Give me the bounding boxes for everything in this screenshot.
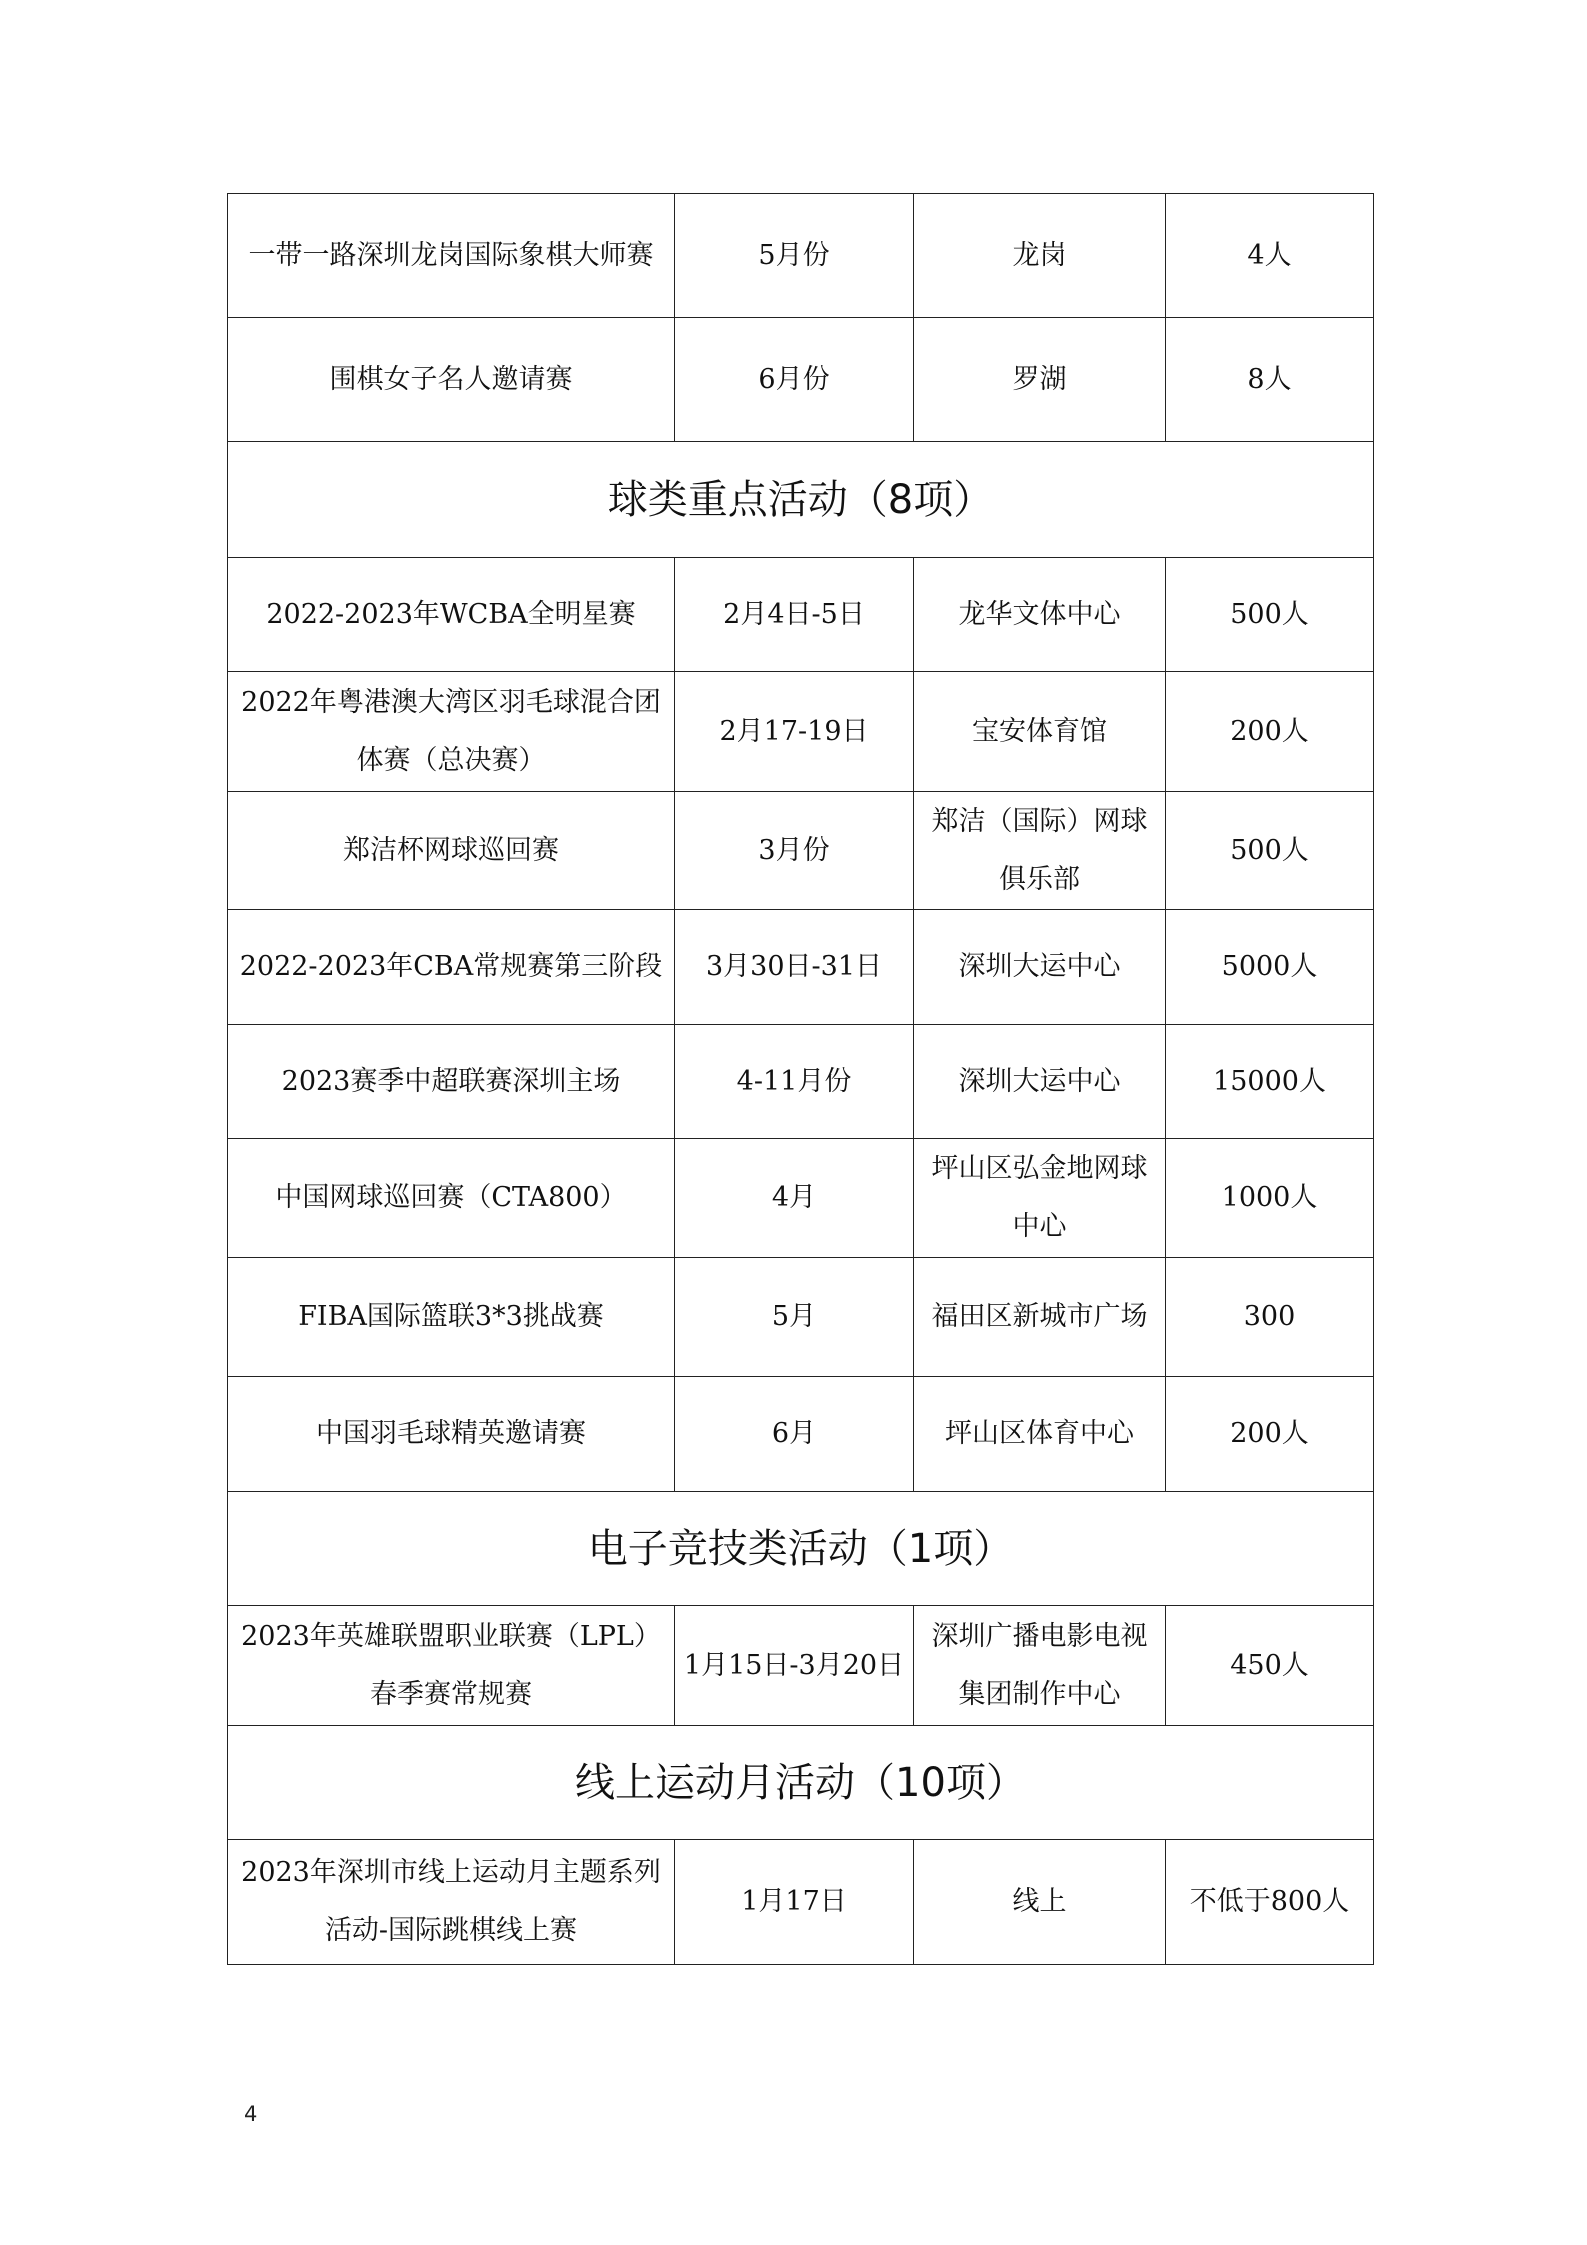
event-name-cell: 郑洁杯网球巡回赛 bbox=[228, 792, 675, 910]
event-count-cell: 5000人 bbox=[1166, 910, 1374, 1025]
table-row bbox=[228, 672, 1374, 792]
section-row bbox=[228, 1726, 1374, 1840]
table-row bbox=[228, 1377, 1374, 1492]
event-count-cell: 15000人 bbox=[1166, 1025, 1374, 1139]
table-row bbox=[228, 792, 1374, 910]
event-count-cell: 200人 bbox=[1166, 672, 1374, 792]
section-title: 球类重点活动（8项） bbox=[228, 442, 1374, 558]
event-name-cell: 2022-2023年WCBA全明星赛 bbox=[228, 558, 675, 672]
table-row bbox=[228, 1139, 1374, 1258]
event-venue-cell: 坪山区弘金地网球中心 bbox=[914, 1139, 1166, 1258]
table-row bbox=[228, 194, 1374, 318]
section-title: 线上运动月活动（10项） bbox=[228, 1726, 1374, 1840]
events-table bbox=[227, 193, 1374, 1965]
event-count-cell: 1000人 bbox=[1166, 1139, 1374, 1258]
section-row bbox=[228, 442, 1374, 558]
event-venue-cell: 宝安体育馆 bbox=[914, 672, 1166, 792]
event-date-cell: 4月 bbox=[675, 1139, 914, 1258]
event-venue-cell: 线上 bbox=[914, 1840, 1166, 1965]
event-name-cell: 2022-2023年CBA常规赛第三阶段 bbox=[228, 910, 675, 1025]
event-date-cell: 3月份 bbox=[675, 792, 914, 910]
table-row bbox=[228, 1025, 1374, 1139]
event-venue-cell: 深圳大运中心 bbox=[914, 910, 1166, 1025]
event-count-cell: 300 bbox=[1166, 1258, 1374, 1377]
event-venue-cell: 深圳广播电影电视集团制作中心 bbox=[914, 1606, 1166, 1726]
event-date-cell: 5月份 bbox=[675, 194, 914, 318]
table-row bbox=[228, 910, 1374, 1025]
event-venue-cell: 龙岗 bbox=[914, 194, 1166, 318]
event-name-cell: 中国网球巡回赛（CTA800） bbox=[228, 1139, 675, 1258]
table-row bbox=[228, 318, 1374, 442]
event-date-cell: 6月份 bbox=[675, 318, 914, 442]
table-row bbox=[228, 1606, 1374, 1726]
event-name-cell: 2023赛季中超联赛深圳主场 bbox=[228, 1025, 675, 1139]
page-number: 4 bbox=[244, 2102, 258, 2126]
event-count-cell: 8人 bbox=[1166, 318, 1374, 442]
event-date-cell: 3月30日-31日 bbox=[675, 910, 914, 1025]
section-title: 电子竞技类活动（1项） bbox=[228, 1492, 1374, 1606]
section-row bbox=[228, 1492, 1374, 1606]
event-count-cell: 200人 bbox=[1166, 1377, 1374, 1492]
event-date-cell: 4-11月份 bbox=[675, 1025, 914, 1139]
event-venue-cell: 郑洁（国际）网球俱乐部 bbox=[914, 792, 1166, 910]
event-count-cell: 500人 bbox=[1166, 558, 1374, 672]
event-venue-cell: 福田区新城市广场 bbox=[914, 1258, 1166, 1377]
event-name-cell: 围棋女子名人邀请赛 bbox=[228, 318, 675, 442]
event-name-cell: 2023年英雄联盟职业联赛（LPL）春季赛常规赛 bbox=[228, 1606, 675, 1726]
event-venue-cell: 龙华文体中心 bbox=[914, 558, 1166, 672]
event-date-cell: 1月15日-3月20日 bbox=[675, 1606, 914, 1726]
event-date-cell: 5月 bbox=[675, 1258, 914, 1377]
event-count-cell: 4人 bbox=[1166, 194, 1374, 318]
event-venue-cell: 坪山区体育中心 bbox=[914, 1377, 1166, 1492]
event-name-cell: 一带一路深圳龙岗国际象棋大师赛 bbox=[228, 194, 675, 318]
event-count-cell: 450人 bbox=[1166, 1606, 1374, 1726]
event-name-cell: 2023年深圳市线上运动月主题系列活动-国际跳棋线上赛 bbox=[228, 1840, 675, 1965]
event-count-cell: 不低于800人 bbox=[1166, 1840, 1374, 1965]
table-row bbox=[228, 1258, 1374, 1377]
event-name-cell: 中国羽毛球精英邀请赛 bbox=[228, 1377, 675, 1492]
event-date-cell: 2月4日-5日 bbox=[675, 558, 914, 672]
event-date-cell: 2月17-19日 bbox=[675, 672, 914, 792]
event-date-cell: 6月 bbox=[675, 1377, 914, 1492]
table-row bbox=[228, 1840, 1374, 1965]
event-name-cell: FIBA国际篮联3*3挑战赛 bbox=[228, 1258, 675, 1377]
event-count-cell: 500人 bbox=[1166, 792, 1374, 910]
event-date-cell: 1月17日 bbox=[675, 1840, 914, 1965]
table-row bbox=[228, 558, 1374, 672]
event-venue-cell: 罗湖 bbox=[914, 318, 1166, 442]
event-venue-cell: 深圳大运中心 bbox=[914, 1025, 1166, 1139]
event-name-cell: 2022年粤港澳大湾区羽毛球混合团体赛（总决赛） bbox=[228, 672, 675, 792]
